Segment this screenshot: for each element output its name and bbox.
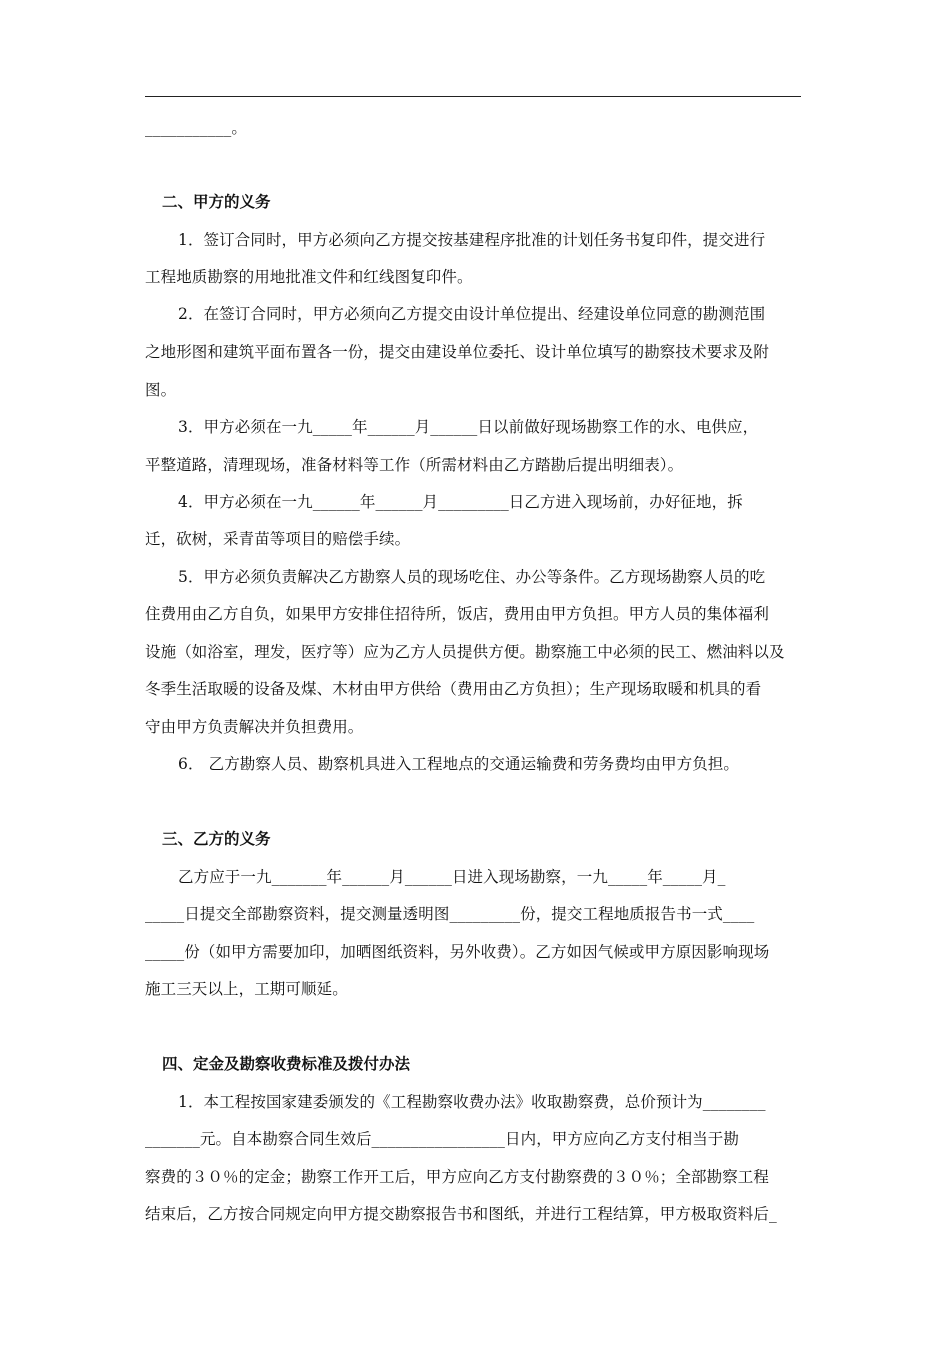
paragraph-line: 察费的３０％的定金；勘察工作开工后，甲方应向乙方支付勘察费的３０％；全部勘察工程	[145, 1168, 770, 1186]
paragraph-line: _______元。自本勘察合同生效后_________________日内，甲方应向乙方支付相当于勘	[145, 1130, 740, 1148]
paragraph-line: 迁，砍树，采青苗等项目的赔偿手续。	[145, 530, 411, 548]
paragraph-line: 之地形图和建筑平面布置各一份，提交由建设单位委托、设计单位填写的勘察技术要求及附	[145, 343, 770, 361]
paragraph-line: 守由甲方负责解决并负担费用。	[145, 718, 364, 736]
paragraph-line: 5．甲方必须负责解决乙方勘察人员的现场吃住、办公等条件。乙方现场勘察人员的吃	[178, 568, 766, 586]
paragraph-line: ___________。	[145, 119, 247, 137]
paragraph-line: 工程地质勘察的用地批准文件和红线图复印件。	[145, 268, 473, 286]
paragraph-line: 1．签订合同时，甲方必须向乙方提交按基建程序批准的计划任务书复印件，提交进行	[178, 231, 766, 249]
paragraph-line: 6． 乙方勘察人员、勘察机具进入工程地点的交通运输费和劳务费均由甲方负担。	[178, 755, 739, 773]
paragraph-line: 冬季生活取暖的设备及煤、木材由甲方供给（费用由乙方负担）；生产现场取暖和机具的看	[145, 680, 762, 698]
paragraph-line: 平整道路，清理现场，准备材料等工作（所需材料由乙方踏勘后提出明细表）。	[145, 456, 684, 474]
paragraph-line: 施工三天以上，工期可顺延。	[145, 980, 348, 998]
paragraph-line: 住费用由乙方自负，如果甲方安排住招待所，饭店，费用由甲方负担。甲方人员的集体福利	[145, 605, 770, 623]
paragraph-line: 2．在签订合同时，甲方必须向乙方提交由设计单位提出、经建设单位同意的勘测范围	[178, 305, 766, 323]
paragraph-line: _____份（如甲方需要加印，加晒图纸资料，另外收费）。乙方如因气候或甲方原因影响现场	[145, 943, 770, 961]
section-heading-deposit-and-fees: 四、定金及勘察收费标准及拨付办法	[162, 1055, 411, 1073]
paragraph-line: _____日提交全部勘察资料，提交测量透明图_________份，提交工程地质报告书一式____	[145, 905, 755, 923]
paragraph-line: 3．甲方必须在一九_____年______月______日以前做好现场勘察工作的水、电供应，	[178, 418, 759, 436]
paragraph-line: 结束后，乙方按合同规定向甲方提交勘察报告书和图纸，并进行工程结算，甲方极取资料后_	[145, 1205, 777, 1223]
paragraph-line: 4．甲方必须在一九______年______月_________日乙方进入现场前，办好征地，拆	[178, 493, 743, 511]
paragraph-line: 乙方应于一九_______年______月______日进入现场勘察，一九_____年_____月_	[178, 868, 726, 886]
paragraph-line: 设施（如浴室，理发，医疗等）应为乙方人员提供方便。勘察施工中必须的民工、燃油料以及	[145, 643, 785, 661]
paragraph-line: 图。	[145, 381, 177, 399]
section-heading-party-a-obligations: 二、甲方的义务	[162, 193, 271, 211]
paragraph-line: 1．本工程按国家建委颁发的《工程勘察收费办法》收取勘察费，总价预计为________	[178, 1093, 766, 1111]
section-heading-party-b-obligations: 三、乙方的义务	[162, 830, 271, 848]
blank-fill-line	[145, 96, 801, 97]
